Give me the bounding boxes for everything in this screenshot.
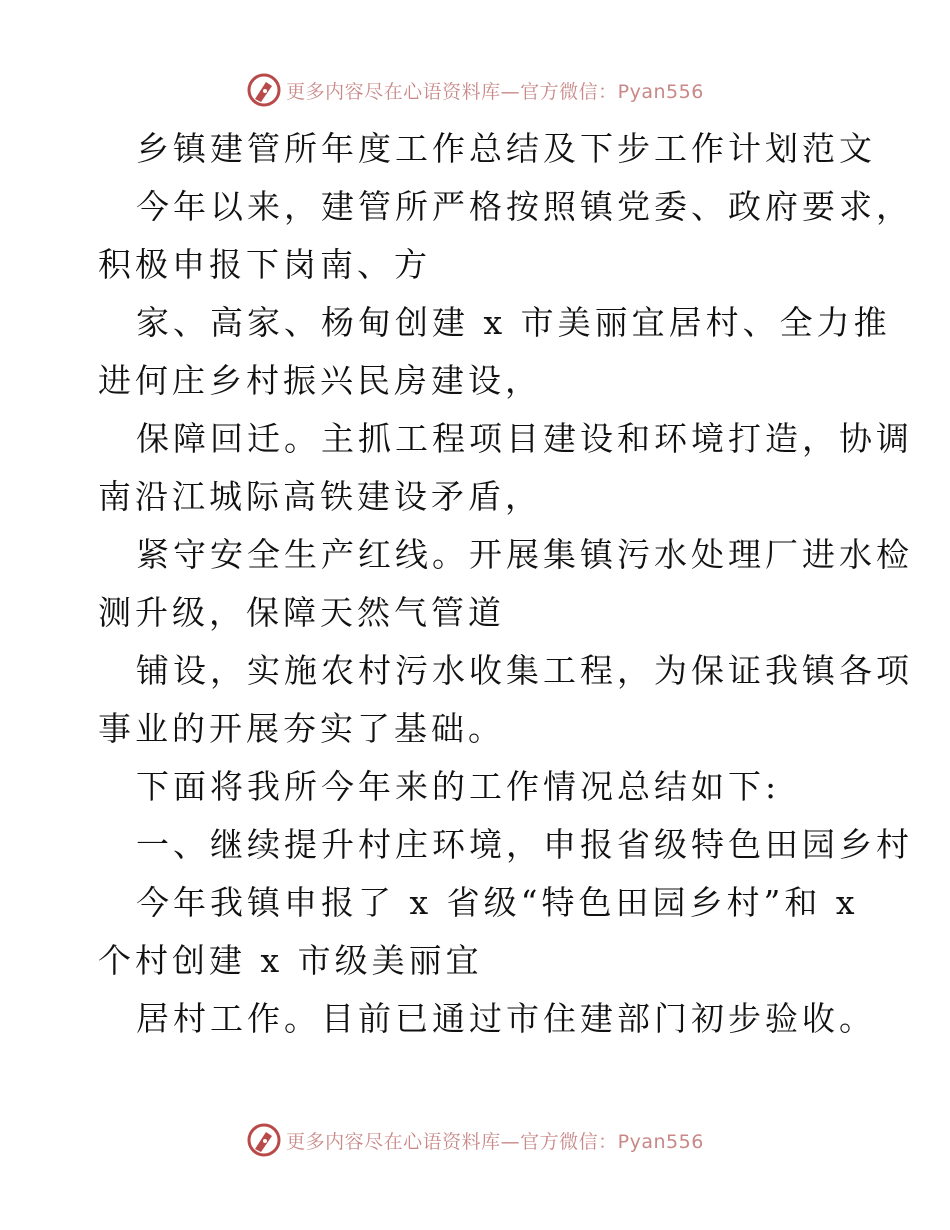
- paragraph-line: 紧守安全生产红线。开展集镇污水处理厂进水检: [136, 535, 913, 574]
- watermark-text: 更多内容尽在心语资料库—官方微信：Pyan556: [286, 1130, 704, 1153]
- paragraph-line: 进何庄乡村振兴民房建设，: [98, 361, 542, 400]
- paragraph-line: 事业的开展夯实了基础。: [98, 709, 505, 748]
- paragraph-line: 南沿江城际高铁建设矛盾，: [98, 477, 542, 516]
- paragraph-line: 下面将我所今年来的工作情况总结如下:: [136, 767, 781, 806]
- watermark-footer: [0, 1120, 950, 1160]
- section-heading: 一、继续提升村庄环境，申报省级特色田园乡村: [136, 825, 913, 864]
- paragraph-line: 个村创建 x 市级美丽宜: [98, 941, 483, 980]
- watermark-text: 更多内容尽在心语资料库—官方微信：Pyan556: [286, 80, 704, 103]
- pen-nib-circle-icon: [246, 72, 282, 108]
- paragraph-line: 铺设，实施农村污水收集工程，为保证我镇各项: [136, 651, 913, 690]
- paragraph-line: 今年我镇申报了 x 省级“特色田园乡村”和 x: [136, 883, 859, 922]
- paragraph-line: 保障回迁。主抓工程项目建设和环境打造，协调: [136, 419, 913, 458]
- paragraph-line: 居村工作。目前已通过市住建部门初步验收。: [136, 999, 876, 1038]
- document-body: [98, 120, 913, 1048]
- watermark-header: [0, 70, 950, 110]
- paragraph-line: 今年以来，建管所严格按照镇党委、政府要求，: [136, 187, 913, 226]
- document-title: 乡镇建管所年度工作总结及下步工作计划范文: [136, 129, 876, 168]
- paragraph-line: 测升级，保障天然气管道: [98, 593, 505, 632]
- paragraph-line: 积极申报下岗南、方: [98, 245, 431, 284]
- pen-nib-circle-icon: [246, 1122, 282, 1158]
- paragraph-line: 家、高家、杨甸创建 x 市美丽宜居村、全力推: [136, 303, 891, 342]
